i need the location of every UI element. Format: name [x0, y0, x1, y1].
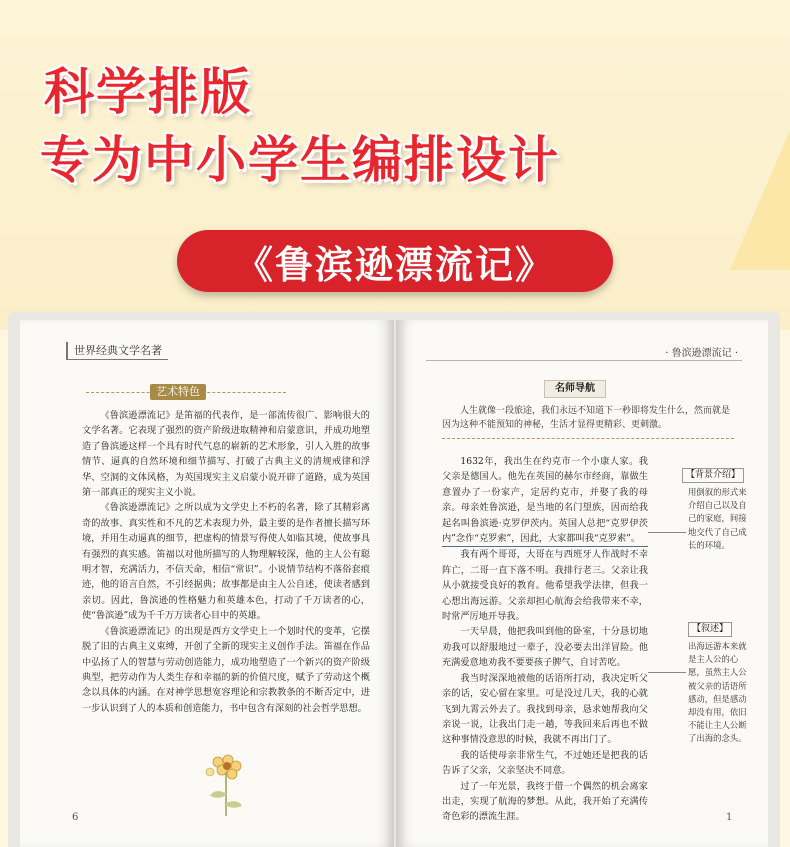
headline-line2: 专为中小学生编排设计 — [40, 131, 560, 189]
right-page-number: 1 — [726, 812, 733, 823]
left-body — [82, 408, 370, 716]
corner-decoration — [730, 130, 790, 270]
guide-label: 名师导航 — [544, 380, 606, 398]
paragraph: 过了一年光景，我终于借一个偶然的机会离家出走，实现了航海的梦想。从此，我开始了充满传奇色彩的漂流生涯。 — [442, 780, 648, 823]
open-book — [8, 312, 780, 847]
paragraph: 我的话使母亲非常生气，不过她还是把我的话告诉了父亲，父亲坚决不同意。 — [442, 749, 648, 777]
paragraph: 1632年，我出生在约克市一个小康人家。我父亲是德国人。他先在英国的赫尔市经商，靠做生意置办了一份家产，定居约克市，并娶了我的母亲。母亲姓鲁滨逊，是当地的名门望族，因而给我起名叫鲁滨逊·克罗伊茨内。英国人总把“克罗伊茨内”念作“克罗索”，因此，大家都叫我“克罗索”。 — [442, 454, 648, 547]
flower-decoration-icon — [196, 748, 256, 818]
section-tag — [86, 384, 286, 400]
right-body — [442, 454, 648, 825]
left-page — [20, 320, 394, 847]
guide-text: 人生就像一段旅途，我们永远不知道下一秒即将发生什么，然而就是因为这种不能预知的神秘，生活才显得更精彩、更刺激。 — [442, 404, 734, 439]
headline-line1: 科学排版 — [44, 63, 252, 121]
note-connector — [648, 672, 686, 673]
note-text: 用倒叙的形式来介绍自己以及自己的家庭，间接地交代了自己成长的环境。 — [688, 487, 747, 550]
header-rule — [426, 360, 742, 361]
book-title: 《鲁滨逊漂流记》 — [234, 242, 555, 287]
paragraph: 我有两个哥哥，大哥在与西班牙人作战时不幸阵亡，二哥一直下落不明。我排行老三。父亲让我从小就接受良好的教育。他希望我学法律，但我一心想出海远游。父亲却担心航海会给我带来不幸，时常严厉地开导我。 — [442, 549, 648, 623]
paragraph: 《鲁滨逊漂流记》之所以成为文学史上不朽的名著，除了其精彩离奇的故事、真实性和不凡的艺术表现力外，最主要的是作者擅长描写环境，并用生动逼真的细节，把虚构的情景写得使人如临其境，使故事具有强烈的真实感。笛福以对他所描写的人物理解较深，他的主人公有聪明才智，充满活力，不信天命，相信“常识”。小说情节结构不落俗套痕迹，他的语言自然，不引经据典；故事都是由主人公自述，使读者感到亲切。因此，鲁滨逊的性格魅力和英雄本色，打动了千万读者的心，使“鲁滨逊”成为千千万万读者心目中的英雄。 — [82, 502, 370, 622]
left-page-number: 6 — [72, 812, 79, 823]
paragraph: 《鲁滨逊漂流记》的出现是西方文学史上一个划时代的变革，它摆脱了旧的古典主义束缚，开创了全新的现实主义创作手法。笛福在作品中弘扬了人的智慧与劳动创造能力，成功地塑造了一个新兴的资产阶级典型，把劳动作为人类生存和幸福的新的价值尺度，赋予了劳动这个概念以具体的内涵。在对神学思想宽容理论和宗教教条的不断否定中，进一步认识到了人的本质和创造能力，书中包含有深刻的社会哲学思想。 — [82, 625, 370, 714]
section-label: 艺术特色 — [150, 384, 206, 400]
note-tag: 【背景介绍】 — [682, 468, 744, 483]
right-page — [396, 320, 768, 847]
note-text: 出海远游本来就是主人公的心愿，虽然主人公被父亲的话语所感动，但是感动却没有用，依旧不能让主人公断了出海的念头。 — [688, 641, 747, 744]
paragraph: 《鲁滨逊漂流记》是笛福的代表作，是一部流传很广、影响很大的文学名著。它表现了强烈的资产阶级进取精神和启蒙意识，并成功地塑造了鲁滨逊这样一个具有时代气息的崭新的艺术形象，引人入胜的故事情节、逼真的自然环境和细节描写、打破了古典主义的清规戒律和浮华、空洞的文体风格，为英国现实主义启蒙小说开辟了道路，成为英国第一部真正的现实主义小说。 — [82, 410, 370, 499]
left-running-head: 世界经典文学名著 — [66, 342, 168, 360]
book-title-banner — [177, 230, 613, 292]
right-running-head: · 鲁滨逊漂流记 · — [665, 348, 738, 359]
note-tag: 【叙述】 — [688, 622, 732, 637]
note-connector — [648, 532, 686, 533]
paragraph: 我当时深深地被他的话语所打动，我决定听父亲的话，安心留在家里。可是没过几天，我的心就飞到九霄云外去了。我找到母亲，恳求她帮我向父亲说一说，让我出门走一趟，等我回来后再也不做这种事情没意思的时候，我就不再出门了。 — [442, 672, 648, 746]
paragraph: 一天早晨，他把我叫到他的卧室，十分恳切地劝我可以舒服地过一辈子，没必要去出洋冒险。他充满爱意地劝我不要要孩子脾气，自讨苦吃。 — [442, 626, 648, 669]
